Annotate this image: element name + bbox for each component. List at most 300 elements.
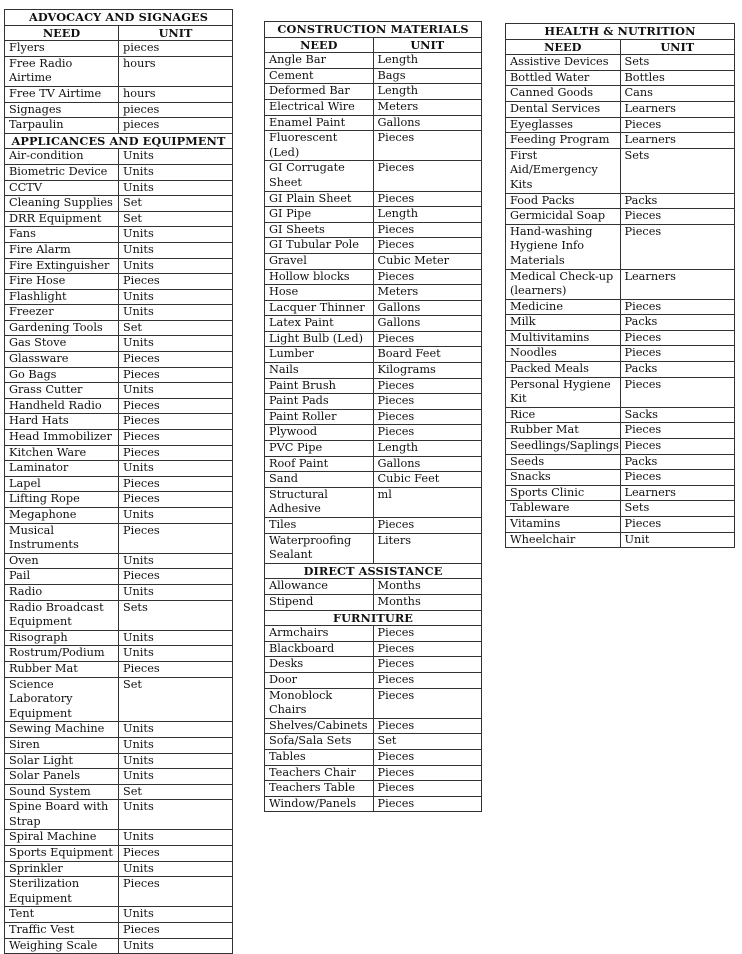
table-row <box>5 305 233 321</box>
need-cell: Air-condition <box>5 149 119 165</box>
unit-cell: Units <box>119 737 233 753</box>
need-cell: Lumber <box>265 347 374 363</box>
need-cell: Oven <box>5 553 119 569</box>
unit-cell: Bags <box>373 68 482 84</box>
unit-cell: Length <box>373 53 482 69</box>
need-cell: Sprinkler <box>5 861 119 877</box>
table-row <box>265 300 482 316</box>
need-cell: Tent <box>5 907 119 923</box>
need-cell: Tables <box>265 749 374 765</box>
table-row <box>506 485 735 501</box>
need-cell: Sound System <box>5 784 119 800</box>
unit-cell: Pieces <box>620 224 735 269</box>
need-column-header: NEED <box>265 37 374 53</box>
table-row <box>265 378 482 394</box>
unit-cell: Pieces <box>373 222 482 238</box>
unit-cell: Pieces <box>119 877 233 907</box>
table-row <box>506 70 735 86</box>
unit-cell: Units <box>119 830 233 846</box>
unit-cell: Packs <box>620 454 735 470</box>
unit-cell: Pieces <box>373 688 482 718</box>
unit-cell: Units <box>119 646 233 662</box>
table-row <box>5 383 233 399</box>
unit-cell: Cubic Feet <box>373 472 482 488</box>
table-row <box>506 86 735 102</box>
table-row <box>265 579 482 595</box>
unit-cell: Set <box>373 734 482 750</box>
table-row <box>5 630 233 646</box>
table-row <box>506 330 735 346</box>
unit-cell: Pieces <box>373 394 482 410</box>
table-row <box>506 269 735 299</box>
unit-cell: Length <box>373 441 482 457</box>
need-cell: GI Sheets <box>265 222 374 238</box>
table-row <box>506 315 735 331</box>
need-cell: Sterilization Equipment <box>5 877 119 907</box>
unit-cell: Units <box>119 164 233 180</box>
section-title: HEALTH & NUTRITION <box>506 24 735 40</box>
need-cell: Door <box>265 672 374 688</box>
unit-cell: Pieces <box>119 414 233 430</box>
unit-cell: Packs <box>620 362 735 378</box>
table-row <box>506 224 735 269</box>
unit-cell: Pieces <box>119 352 233 368</box>
need-cell: Musical Instruments <box>5 523 119 553</box>
table-row <box>506 532 735 548</box>
need-cell: Free TV Airtime <box>5 86 119 102</box>
table-row <box>506 346 735 362</box>
need-cell: Eyeglasses <box>506 117 621 133</box>
table-row <box>265 734 482 750</box>
unit-cell: Sets <box>119 600 233 630</box>
table-row <box>5 227 233 243</box>
unit-cell: Months <box>373 579 482 595</box>
need-cell: Plywood <box>265 425 374 441</box>
section-title-row <box>265 22 482 38</box>
unit-cell: Pieces <box>373 657 482 673</box>
construction-assistance-furniture-table <box>264 21 482 812</box>
unit-cell: Sets <box>620 501 735 517</box>
table-row <box>265 672 482 688</box>
need-cell: Flyers <box>5 41 119 57</box>
table-row <box>506 501 735 517</box>
unit-cell: Pieces <box>373 718 482 734</box>
unit-cell: Units <box>119 769 233 785</box>
unit-cell: Pieces <box>119 445 233 461</box>
need-cell: Signages <box>5 102 119 118</box>
unit-cell: Units <box>119 630 233 646</box>
unit-cell: Gallons <box>373 300 482 316</box>
need-cell: Teachers Table <box>265 781 374 797</box>
table-row <box>506 423 735 439</box>
need-cell: Radio Broadcast Equipment <box>5 600 119 630</box>
unit-cell: ml <box>373 487 482 517</box>
table-row <box>506 55 735 71</box>
need-cell: Solar Panels <box>5 769 119 785</box>
need-cell: Waterproofing Sealant <box>265 533 374 563</box>
table-row <box>265 749 482 765</box>
need-cell: Medicine <box>506 299 621 315</box>
table-row <box>265 626 482 642</box>
unit-cell: Pieces <box>620 423 735 439</box>
table-row <box>5 584 233 600</box>
table-row <box>506 470 735 486</box>
need-cell: Laminator <box>5 461 119 477</box>
table-row <box>265 131 482 161</box>
unit-cell: Pieces <box>373 781 482 797</box>
need-cell: Hand-washing Hygiene Info Materials <box>506 224 621 269</box>
unit-cell: Learners <box>620 101 735 117</box>
need-cell: CCTV <box>5 180 119 196</box>
unit-cell: Pieces <box>373 796 482 812</box>
table-row <box>265 68 482 84</box>
unit-cell: Pieces <box>620 346 735 362</box>
need-cell: Rubber Mat <box>506 423 621 439</box>
need-cell: Paint Brush <box>265 378 374 394</box>
unit-cell: Set <box>119 320 233 336</box>
unit-cell: Units <box>119 753 233 769</box>
table-row <box>265 518 482 534</box>
table-row <box>265 331 482 347</box>
table-row <box>265 456 482 472</box>
need-cell: Sand <box>265 472 374 488</box>
need-cell: Cleaning Supplies <box>5 196 119 212</box>
table-row <box>265 269 482 285</box>
need-cell: Paint Roller <box>265 409 374 425</box>
need-cell: Medical Check-up (learners) <box>506 269 621 299</box>
unit-cell: Length <box>373 207 482 223</box>
unit-cell: Units <box>119 938 233 954</box>
section-title: APPLICANCES AND EQUIPMENT <box>5 133 233 149</box>
need-cell: Angle Bar <box>265 53 374 69</box>
unit-cell: Bottles <box>620 70 735 86</box>
table-row <box>265 285 482 301</box>
table-row <box>506 209 735 225</box>
need-cell: Personal Hygiene Kit <box>506 377 621 407</box>
table-row <box>506 517 735 533</box>
table-row <box>5 336 233 352</box>
unit-cell: Sacks <box>620 407 735 423</box>
unit-cell: Pieces <box>373 518 482 534</box>
unit-cell: Pieces <box>373 749 482 765</box>
need-cell: Roof Paint <box>265 456 374 472</box>
table-row <box>265 765 482 781</box>
table-row <box>5 86 233 102</box>
table-row <box>5 414 233 430</box>
section-title: DIRECT ASSISTANCE <box>265 563 482 579</box>
need-cell: Teachers Chair <box>265 765 374 781</box>
need-cell: Head Immobilizer <box>5 430 119 446</box>
unit-cell: Pieces <box>373 641 482 657</box>
unit-cell: Sets <box>620 55 735 71</box>
table-row <box>5 476 233 492</box>
table-row <box>265 222 482 238</box>
unit-cell: Set <box>119 211 233 227</box>
unit-cell: Pieces <box>373 131 482 161</box>
table-row <box>5 800 233 830</box>
need-cell: First Aid/Emergency Kits <box>506 148 621 193</box>
table-row <box>5 102 233 118</box>
table-row <box>506 299 735 315</box>
unit-cell: Gallons <box>373 316 482 332</box>
need-cell: Feeding Program <box>506 133 621 149</box>
need-cell: Lifting Rope <box>5 492 119 508</box>
unit-column-header: UNIT <box>620 39 735 55</box>
table-row <box>265 53 482 69</box>
unit-cell: Gallons <box>373 115 482 131</box>
need-cell: Germicidal Soap <box>506 209 621 225</box>
need-cell: Multivitamins <box>506 330 621 346</box>
need-cell: Kitchen Ware <box>5 445 119 461</box>
need-cell: Sports Clinic <box>506 485 621 501</box>
need-cell: Tarpaulin <box>5 118 119 134</box>
need-cell: Seedlings/Saplings <box>506 439 621 455</box>
table-row <box>265 363 482 379</box>
table-row <box>5 445 233 461</box>
table-row <box>265 238 482 254</box>
need-cell: Deformed Bar <box>265 84 374 100</box>
table-row <box>5 753 233 769</box>
need-cell: Lapel <box>5 476 119 492</box>
need-cell: Shelves/Cabinets <box>265 718 374 734</box>
table-row <box>5 164 233 180</box>
need-cell: Fire Extinguisher <box>5 258 119 274</box>
unit-cell: Units <box>119 242 233 258</box>
table-row <box>265 347 482 363</box>
unit-cell: Pieces <box>373 672 482 688</box>
unit-cell: Units <box>119 305 233 321</box>
table-row <box>5 461 233 477</box>
column-header-row <box>506 39 735 55</box>
table-row <box>5 846 233 862</box>
table-row <box>5 938 233 954</box>
table-row <box>5 289 233 305</box>
table-row <box>5 877 233 907</box>
table-row <box>265 191 482 207</box>
column-header-row <box>265 37 482 53</box>
unit-cell: Months <box>373 594 482 610</box>
table-row <box>265 161 482 191</box>
need-cell: Weighing Scale <box>5 938 119 954</box>
section-title-row <box>265 610 482 626</box>
table-row <box>265 688 482 718</box>
need-cell: Fire Hose <box>5 274 119 290</box>
need-cell: Solar Light <box>5 753 119 769</box>
need-cell: Hard Hats <box>5 414 119 430</box>
table-row <box>265 115 482 131</box>
need-cell: Fluorescent (Led) <box>265 131 374 161</box>
table-row <box>265 253 482 269</box>
need-cell: Blackboard <box>265 641 374 657</box>
need-cell: Grass Cutter <box>5 383 119 399</box>
unit-cell: Pieces <box>373 425 482 441</box>
need-cell: Gas Stove <box>5 336 119 352</box>
need-cell: Desks <box>265 657 374 673</box>
table-row <box>506 439 735 455</box>
need-cell: PVC Pipe <box>265 441 374 457</box>
need-cell: Enamel Paint <box>265 115 374 131</box>
table-row <box>265 533 482 563</box>
need-cell: Bottled Water <box>506 70 621 86</box>
table-row <box>265 394 482 410</box>
table-row <box>506 362 735 378</box>
table-row <box>5 569 233 585</box>
table-row <box>265 441 482 457</box>
table-row <box>506 454 735 470</box>
unit-cell: Kilograms <box>373 363 482 379</box>
need-cell: Glassware <box>5 352 119 368</box>
table-row <box>506 101 735 117</box>
section-title-row <box>265 563 482 579</box>
table-row <box>265 316 482 332</box>
unit-cell: Pieces <box>119 523 233 553</box>
need-cell: Pail <box>5 569 119 585</box>
section-title: ADVOCACY AND SIGNAGES <box>5 10 233 26</box>
unit-cell: Pieces <box>119 430 233 446</box>
table-row <box>5 907 233 923</box>
table-row <box>5 398 233 414</box>
need-cell: Stipend <box>265 594 374 610</box>
need-cell: Armchairs <box>265 626 374 642</box>
unit-cell: Cubic Meter <box>373 253 482 269</box>
need-cell: Latex Paint <box>265 316 374 332</box>
need-cell: Tiles <box>265 518 374 534</box>
need-cell: Dental Services <box>506 101 621 117</box>
section-title-row <box>5 10 233 26</box>
need-cell: Handheld Radio <box>5 398 119 414</box>
need-cell: Sports Equipment <box>5 846 119 862</box>
table-row <box>265 641 482 657</box>
need-cell: Sofa/Sala Sets <box>265 734 374 750</box>
unit-cell: Gallons <box>373 456 482 472</box>
unit-cell: Pieces <box>119 846 233 862</box>
unit-cell: Pieces <box>373 626 482 642</box>
unit-cell: Units <box>119 461 233 477</box>
need-cell: Tableware <box>506 501 621 517</box>
need-cell: GI Corrugate Sheet <box>265 161 374 191</box>
unit-cell: pieces <box>119 41 233 57</box>
table-row <box>5 149 233 165</box>
unit-cell: Set <box>119 784 233 800</box>
need-cell: Go Bags <box>5 367 119 383</box>
table-row <box>265 84 482 100</box>
table-row <box>5 646 233 662</box>
table-row <box>265 425 482 441</box>
table-row <box>506 407 735 423</box>
need-cell: Siren <box>5 737 119 753</box>
unit-cell: Meters <box>373 99 482 115</box>
need-cell: Structural Adhesive <box>265 487 374 517</box>
table-row <box>5 352 233 368</box>
unit-cell: Pieces <box>620 439 735 455</box>
need-cell: Hose <box>265 285 374 301</box>
unit-cell: Units <box>119 336 233 352</box>
advocacy-appliances-table <box>4 9 233 954</box>
need-cell: Rice <box>506 407 621 423</box>
unit-cell: Pieces <box>620 377 735 407</box>
need-cell: Nails <box>265 363 374 379</box>
need-cell: Flashlight <box>5 289 119 305</box>
unit-cell: Units <box>119 907 233 923</box>
need-cell: Seeds <box>506 454 621 470</box>
table-row <box>5 118 233 134</box>
need-cell: Sewing Machine <box>5 722 119 738</box>
unit-cell: Liters <box>373 533 482 563</box>
table-row <box>5 196 233 212</box>
unit-cell: Units <box>119 227 233 243</box>
unit-cell: Units <box>119 383 233 399</box>
need-cell: GI Pipe <box>265 207 374 223</box>
need-cell: Spiral Machine <box>5 830 119 846</box>
unit-cell: Learners <box>620 133 735 149</box>
need-cell: Canned Goods <box>506 86 621 102</box>
unit-cell: Units <box>119 584 233 600</box>
need-cell: Allowance <box>265 579 374 595</box>
unit-cell: Pieces <box>119 492 233 508</box>
need-cell: Electrical Wire <box>265 99 374 115</box>
table-row <box>5 258 233 274</box>
table-row <box>265 409 482 425</box>
need-cell: Megaphone <box>5 508 119 524</box>
table-row <box>5 492 233 508</box>
table-row <box>5 553 233 569</box>
need-cell: Hollow blocks <box>265 269 374 285</box>
need-cell: Biometric Device <box>5 164 119 180</box>
health-nutrition-table <box>505 23 735 548</box>
unit-cell: Pieces <box>119 274 233 290</box>
unit-cell: Sets <box>620 148 735 193</box>
table-row <box>265 207 482 223</box>
table-row <box>265 657 482 673</box>
unit-cell: pieces <box>119 118 233 134</box>
need-cell: Fire Alarm <box>5 242 119 258</box>
need-cell: DRR Equipment <box>5 211 119 227</box>
need-cell: Packed Meals <box>506 362 621 378</box>
table-row <box>5 661 233 677</box>
table-row <box>506 377 735 407</box>
unit-cell: Units <box>119 508 233 524</box>
table-row <box>5 722 233 738</box>
need-cell: Gardening Tools <box>5 320 119 336</box>
table-row <box>506 193 735 209</box>
table-row <box>506 133 735 149</box>
need-cell: Assistive Devices <box>506 55 621 71</box>
unit-cell: Pieces <box>373 765 482 781</box>
need-cell: Paint Pads <box>265 394 374 410</box>
section-title: FURNITURE <box>265 610 482 626</box>
unit-cell: Meters <box>373 285 482 301</box>
unit-cell: hours <box>119 56 233 86</box>
table-row <box>5 211 233 227</box>
table-row <box>265 472 482 488</box>
unit-cell: Length <box>373 84 482 100</box>
need-cell: Monoblock Chairs <box>265 688 374 718</box>
need-cell: GI Plain Sheet <box>265 191 374 207</box>
table-row <box>506 117 735 133</box>
need-cell: Cement <box>265 68 374 84</box>
column-header-row <box>5 25 233 41</box>
table-row <box>5 430 233 446</box>
unit-cell: Pieces <box>620 330 735 346</box>
unit-cell: Packs <box>620 193 735 209</box>
table-row <box>265 99 482 115</box>
unit-cell: Units <box>119 149 233 165</box>
unit-cell: Unit <box>620 532 735 548</box>
unit-cell: Pieces <box>373 269 482 285</box>
unit-cell: pieces <box>119 102 233 118</box>
unit-cell: Pieces <box>119 923 233 939</box>
need-cell: Radio <box>5 584 119 600</box>
